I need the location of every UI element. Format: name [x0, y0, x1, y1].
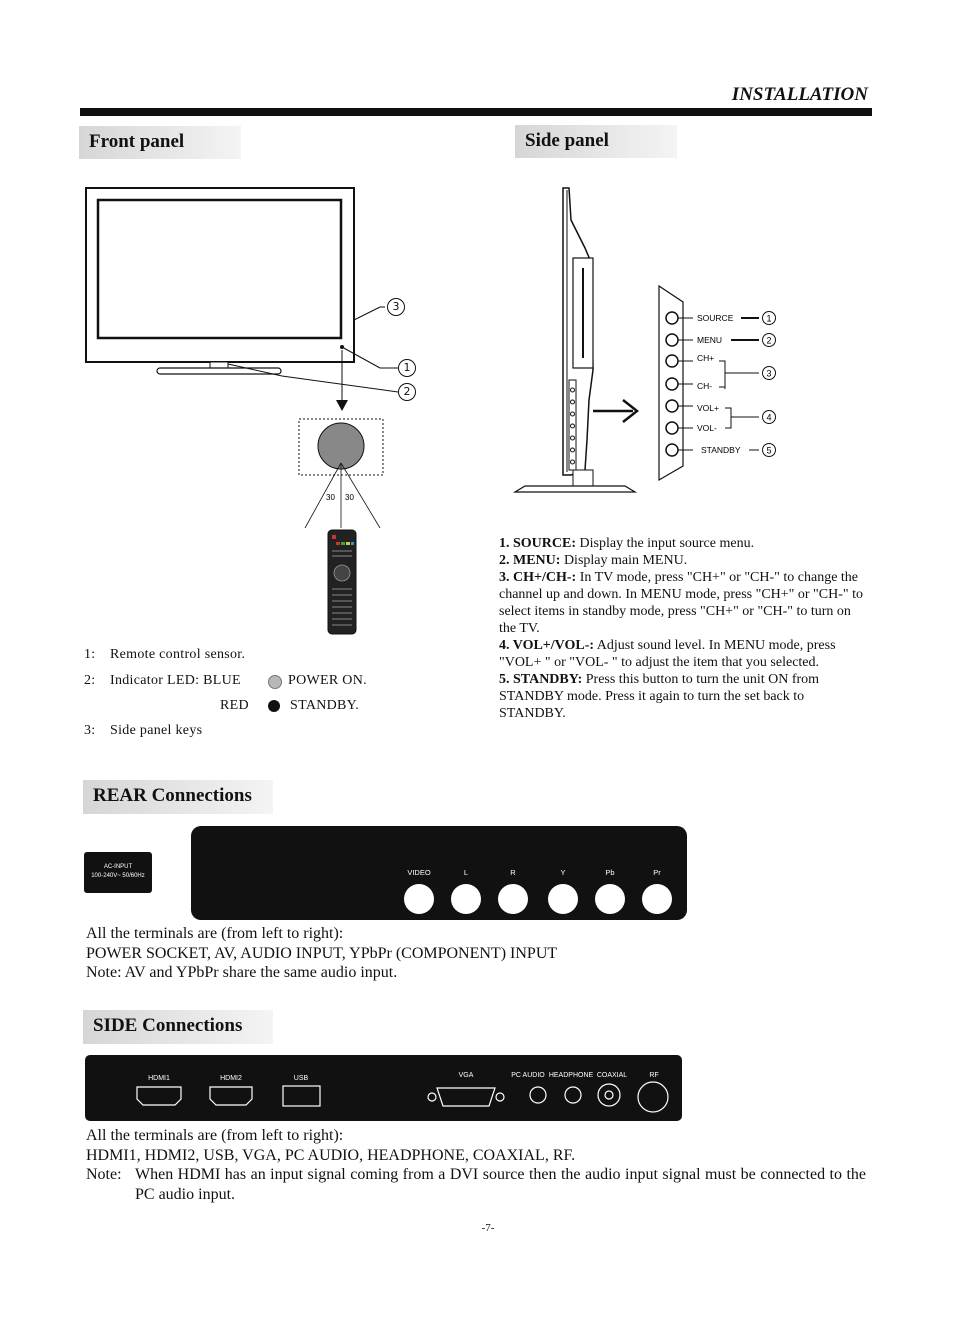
side-key-label-volplus: VOL+	[697, 403, 719, 413]
desc-channel: 3. CH+/CH-: In TV mode, press "CH+" or "CH-" to change the channel up and down. In MENU mode, press "CH+" or "CH-" to select items in standby mode, press "CH+" or "CH-" to turn on the TV.	[499, 570, 863, 636]
side-note-3	[86, 1165, 866, 1204]
tv-screen	[98, 200, 341, 338]
angle-line-left	[305, 463, 341, 528]
legend-1-num: 1:	[84, 647, 96, 662]
remote-power-key	[332, 535, 336, 539]
remote-key-red	[336, 542, 340, 545]
angle-label-left: 30	[326, 493, 335, 502]
rear-connections-heading: REAR Connections	[83, 780, 273, 814]
side-callout-2: 2	[766, 335, 772, 346]
jack-r-icon	[498, 884, 528, 914]
side-callout-5: 5	[766, 445, 772, 456]
legend-2-red-state: STANDBY.	[290, 698, 360, 713]
header-rule	[80, 108, 872, 116]
port-label-pc-audio: PC AUDIO	[511, 1072, 545, 1079]
front-panel-diagram	[80, 180, 440, 640]
callout-1: 1	[398, 359, 416, 377]
tv-side-stand-neck	[573, 470, 593, 488]
side-notes	[86, 1126, 866, 1204]
led-red-icon	[268, 700, 280, 712]
side-key-label-chminus: CH-	[697, 381, 713, 391]
leader-line-3	[354, 307, 380, 320]
jack-label-pr: Pr	[653, 868, 661, 877]
jack-label-pb: Pb	[605, 868, 615, 877]
rear-note-3: Note: AV and YPbPr share the same audio input.	[86, 964, 398, 981]
tv-side-keys	[569, 380, 576, 470]
side-key-labels	[697, 313, 741, 455]
port-label-coaxial: COAXIAL	[596, 1072, 628, 1079]
side-note-1: All the terminals are (from left to right):	[86, 1127, 344, 1144]
ac-input-label: AC-INPUT	[103, 864, 133, 870]
legend-2-blue-state: POWER ON.	[288, 673, 367, 688]
jack-pr-icon	[642, 884, 672, 914]
port-label-hdmi2: HDMI2	[220, 1075, 242, 1082]
desc-volume: 4. VOL+/VOL-: Adjust sound level. In MENU mode, press "VOL+ " or "VOL- " to adjust the item that you selected.	[499, 638, 836, 670]
rear-notes	[86, 924, 866, 983]
tv-stand-neck	[210, 362, 228, 368]
port-label-vga: VGA	[458, 1072, 474, 1079]
side-key-label-volminus: VOL-	[697, 423, 717, 433]
remote-dpad-icon	[334, 565, 350, 581]
side-connections-heading: SIDE Connections	[83, 1010, 273, 1044]
leader-line-2b	[282, 376, 398, 392]
side-panel-descriptions	[499, 535, 867, 722]
angle-label-right: 30	[345, 493, 354, 502]
tv-side-stand-base	[515, 486, 635, 492]
side-panel-body	[85, 1055, 682, 1121]
side-callout-4: 4	[766, 412, 772, 423]
legend-3-num: 3:	[84, 723, 96, 738]
jack-label-l: L	[463, 868, 469, 877]
side-note-2: HDMI1, HDMI2, USB, VGA, PC AUDIO, HEADPHONE, COAXIAL, RF.	[86, 1146, 576, 1164]
ac-input-rating: 100-240V~ 50/60Hz	[91, 873, 145, 879]
remote-key-green	[341, 542, 345, 545]
legend-1-text: Remote control sensor.	[110, 647, 246, 662]
legend-2-red-label: RED	[220, 698, 249, 713]
side-key-label-chplus: CH+	[697, 353, 715, 363]
jack-l-icon	[451, 884, 481, 914]
side-key-callout-circles	[763, 312, 776, 457]
jack-label-y: Y	[560, 868, 566, 877]
side-note-3-text: When HDMI has an input signal coming from a DVI source then the audio input signal must be connected to the PC audio input.	[135, 1166, 866, 1203]
callout-3: 3	[387, 298, 405, 316]
desc-standby: 5. STANDBY: Press this button to turn the unit ON from STANDBY mode. Press it again to turn the set back to STANDBY.	[499, 672, 820, 721]
port-label-headphone: HEADPHONE	[548, 1072, 594, 1079]
front-panel-heading: Front panel	[79, 126, 241, 159]
legend-3-text: Side panel keys	[110, 723, 203, 738]
remote-sensor-icon	[318, 423, 364, 469]
page-header-title: INSTALLATION	[731, 84, 868, 105]
desc-menu: 2. MENU: Display main MENU.	[499, 553, 688, 568]
side-connection-panel	[85, 1055, 683, 1122]
jack-y-icon	[548, 884, 578, 914]
jack-label-video: VIDEO	[407, 868, 431, 877]
jack-label-r: R	[510, 868, 516, 877]
side-key-label-menu: MENU	[697, 335, 723, 345]
rear-note-2: POWER SOCKET, AV, AUDIO INPUT, YPbPr (COMPONENT) INPUT	[86, 944, 558, 962]
legend-2-text: Indicator LED: BLUE	[110, 673, 241, 688]
side-key-label-standby: STANDBY	[701, 445, 741, 455]
rear-panel	[191, 826, 688, 921]
side-callout-1: 1	[766, 313, 772, 324]
side-callout-3: 3	[766, 368, 772, 379]
jack-video-icon	[404, 884, 434, 914]
tv-stand-base	[157, 368, 281, 374]
side-panel-heading: Side panel	[515, 125, 677, 158]
side-panel-diagram	[505, 180, 875, 510]
side-note-3-label: Note:	[86, 1166, 122, 1183]
jack-pb-icon	[595, 884, 625, 914]
page-number: -7-	[481, 1222, 495, 1234]
ac-input-socket	[84, 852, 152, 893]
port-label-hdmi1: HDMI1	[148, 1075, 170, 1082]
port-label-rf: RF	[649, 1072, 659, 1079]
port-label-usb: USB	[293, 1075, 309, 1082]
remote-key-yellow	[346, 542, 350, 545]
side-key-callout-nums	[766, 314, 771, 456]
callout-2: 2	[398, 383, 416, 401]
side-key-label-source: SOURCE	[697, 313, 734, 323]
remote-key-blue	[351, 542, 354, 545]
desc-source: 1. SOURCE: Display the input source menu.	[499, 536, 755, 551]
rear-note-1: All the terminals are (from left to right):	[86, 925, 344, 942]
arrow-down-icon	[336, 400, 348, 411]
legend-2-num: 2:	[84, 673, 96, 688]
led-blue-icon	[268, 675, 282, 689]
